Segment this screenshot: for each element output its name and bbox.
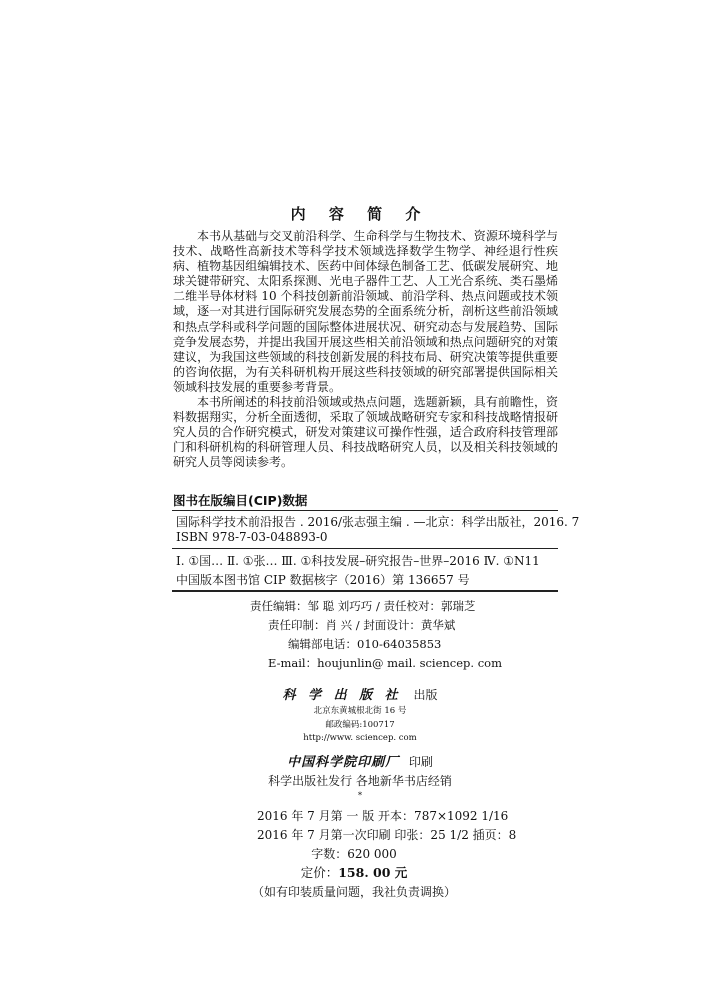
publisher-website: http://www. sciencep. com [303, 733, 417, 743]
separator-star: * [357, 791, 363, 801]
cip-top-rule [172, 510, 558, 511]
printer-action: 印刷 [408, 755, 433, 769]
word-count: 字数：620 000 [311, 847, 397, 861]
price-value: 158. 00 元 [338, 865, 408, 880]
distribution: 科学出版社发行 各地新华书店经销 [268, 774, 452, 788]
credit-email: E-mail：houjunlin@ mail. sciencep. com [268, 656, 502, 670]
credit-editors: 责任编辑：邹 聪 刘巧巧 / 责任校对：郭瑞芝 [250, 599, 476, 613]
summary-paragraph-2: 本书所阐述的科技前沿领域或热点问题，选题新颖，具有前瞻性，资料数据翔实，分析全面透彻，采取了领域战略研究专家和科技战略情报研究人员的合作研究模式，研发对策建议可操作性强，适合政府科技管理部门和科研机构的科研管理人员、科技战略研究人员，以及相关科技领域的研究人员等阅读参考。 [173, 395, 558, 470]
printer-row [0, 751, 720, 770]
cip-line-classification: Ⅰ. ①国… Ⅱ. ①张… Ⅲ. ①科技发展–研究报告–世界–2016 Ⅳ. ①N11 [176, 554, 540, 568]
publisher-postcode: 邮政编码:100717 [325, 720, 395, 730]
price-label: 定价： [300, 865, 339, 880]
edition-line-2: 2016 年 7 月第一次印刷 印张：25 1/2 插页：8 [257, 828, 517, 842]
price-row [0, 863, 714, 881]
edition-line-1: 2016 年 7 月第 一 版 开本：787×1092 1/16 [257, 809, 509, 823]
printer-logo: 中国科学院印刷厂 [287, 755, 400, 770]
credit-phone: 编辑部电话：010-64035853 [288, 637, 442, 651]
publisher-row [0, 684, 720, 703]
quality-notice: （如有印装质量问题，我社负责调换） [251, 885, 456, 899]
cip-line-record: 中国版本图书馆 CIP 数据核字（2016）第 136657 号 [176, 573, 470, 587]
cip-bottom-rule [172, 590, 558, 592]
credit-printing: 责任印制：肖 兴 / 封面设计：黄华斌 [268, 618, 456, 632]
publisher-logo: 科 学 出 版 社 [282, 688, 402, 703]
cip-heading: 图书在版编目(CIP)数据 [173, 493, 308, 508]
cip-mid-rule [172, 548, 558, 549]
publisher-action: 出版 [413, 688, 438, 702]
cip-line-title: 国际科学技术前沿报告 . 2016/张志强主编 . —北京：科学出版社，2016. 7 [176, 515, 580, 529]
cip-line-isbn: ISBN 978-7-03-048893-0 [176, 530, 328, 544]
summary-title: 内 容 简 介 [290, 205, 430, 223]
summary-paragraph-1: 本书从基础与交叉前沿科学、生命科学与生物技术、资源环境科学与技术、战略性高新技术等科学技术领域选择数学生物学、神经退行性疾病、植物基因组编辑技术、医药中间体绿色制备工艺、低碳发展研究、地球关键带研究、太阳系探测、光电子器件工艺、人工光合系统、类石墨烯二维半导体材料 10 个科技创新前沿领域、前沿学科、热点问题或技术领域，逐一对其进行国际研究发展态势的全面系统分析，剖析这些前沿领域和热点学科或科学问题的国际整体进展状况、研究动态与发展趋势、国际竞争发展态势，并提出我国开展这些相关前沿领域和热点问题研究的对策建议，为我国这些领域的科技创新发展的科技布局、研究决策等提供重要的咨询依据，为有关科研机构开展这些科技领域的研究部署提供国际相关领域科技发展的重要参考背景。 [173, 229, 558, 394]
publisher-address: 北京东黄城根北街 16 号 [313, 706, 407, 716]
